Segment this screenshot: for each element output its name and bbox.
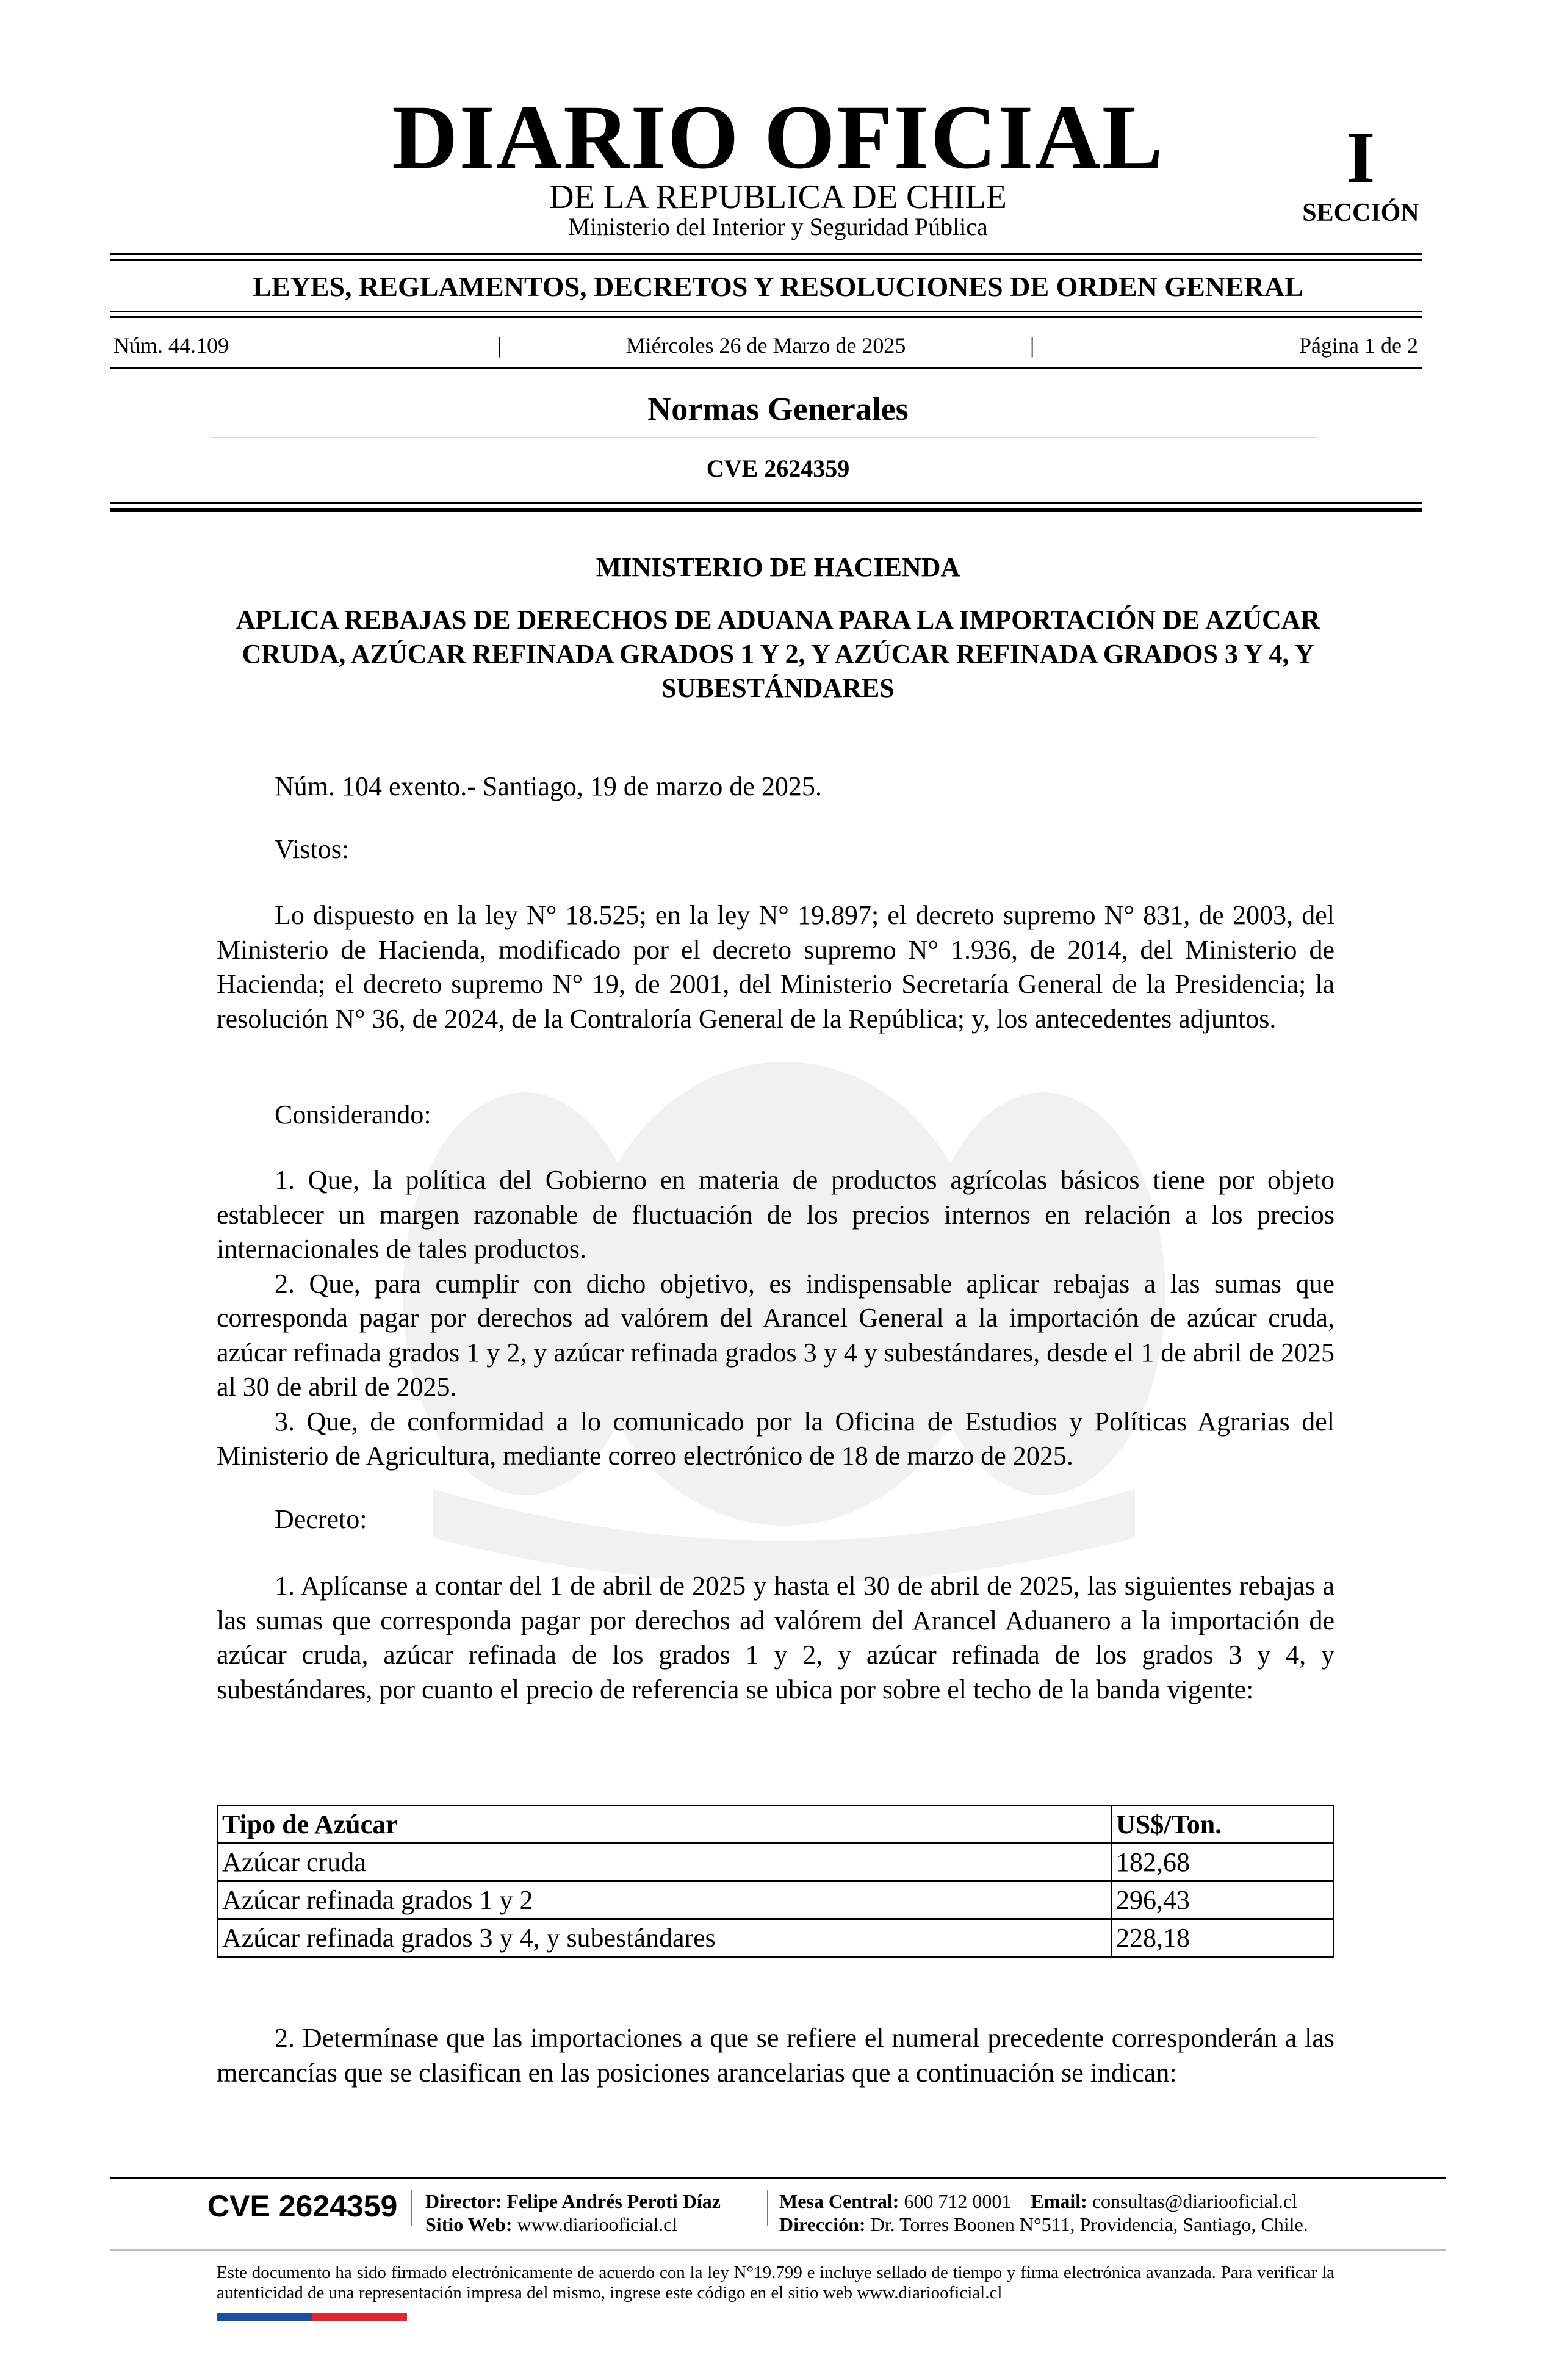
category-heading: LEYES, REGLAMENTOS, DECRETOS Y RESOLUCIONES DE ORDEN GENERAL: [253, 271, 1303, 302]
divider: [110, 311, 1422, 312]
table-header-row: [218, 1806, 1334, 1844]
divider: [110, 316, 1422, 318]
footer-divider: [110, 2249, 1446, 2251]
director-name: Felipe Andrés Peroti Díaz: [506, 2190, 721, 2212]
mesa-phone: 600 712 0001: [904, 2190, 1012, 2212]
decree-title: APLICA REBAJAS DE DERECHOS DE ADUANA PARA LA IMPORTACIÓN DE AZÚCAR CRUDA, AZÚCAR REFINADA GRADOS 1 Y 2, Y AZÚCAR REFINADA GRADOS 3 Y 4, Y SUBESTÁNDARES: [236, 605, 1320, 703]
table-cell: Azúcar cruda: [218, 1844, 1112, 1881]
ministry-heading: MINISTERIO DE HACIENDA: [596, 552, 960, 582]
vistos-paragraph: [217, 898, 1334, 1036]
considerando-paragraphs: [217, 1163, 1334, 1474]
vistos-label: Vistos:: [275, 834, 350, 864]
director-label: Director:: [425, 2190, 502, 2212]
issue-date: Miércoles 26 de Marzo de 2025: [625, 333, 906, 358]
decreto-label: Decreto:: [275, 1504, 367, 1534]
vistos-text: Lo dispuesto en la ley N° 18.525; en la ley N° 19.897; el decreto supremo N° 831, de 2003, del Ministerio de Hacienda, modificado por el decreto supremo N° 1.936, de 2014, del Ministerio de Hacienda; el decreto supremo N° 19, de 2001, del Ministerio Secretaría General de la Presidencia; la resolución N° 36, de 2024, de la Contraloría General de la República; y, los antecedentes adjuntos.: [217, 900, 1334, 1034]
divider: [110, 367, 1422, 369]
considerando-label: Considerando:: [275, 1100, 431, 1130]
divider: [110, 259, 1422, 261]
info-separator: |: [1030, 333, 1035, 358]
masthead-subtitle: DE LA REPUBLICA DE CHILE: [549, 178, 1007, 216]
email-link[interactable]: consultas@diariooficial.cl: [1092, 2190, 1297, 2212]
considerando-item: 2. Que, para cumplir con dicho objetivo, es indispensable aplicar rebajas a las sumas que corresponda pagar por derechos ad valórem del Arancel General a la importación de azúcar cruda, azúcar refinada grados 1 y 2, y azúcar refinada grados 3 y 4 y subestándares, desde el 1 de abril de 2025 al 30 de abril de 2025.: [217, 1268, 1334, 1402]
website-label: Sitio Web:: [425, 2213, 513, 2235]
masthead-ministry: Ministerio del Interior y Seguridad Pública: [568, 213, 988, 240]
divider: [110, 508, 1422, 512]
footer-cve-code: CVE 2624359: [207, 2189, 398, 2223]
normas-heading: Normas Generales: [647, 391, 909, 427]
footer-director-block: [425, 2190, 721, 2236]
website-link[interactable]: www.diariooficial.cl: [517, 2213, 678, 2235]
footer-separator: [411, 2190, 412, 2226]
cve-code: CVE 2624359: [706, 455, 850, 482]
table-cell: 228,18: [1112, 1919, 1334, 1957]
divider: [110, 2177, 1446, 2179]
decree-number: Núm. 104 exento.- Santiago, 19 de marzo de 2025.: [275, 771, 822, 801]
table-header: US$/Ton.: [1112, 1806, 1334, 1844]
decreto-item: 1. Aplícanse a contar del 1 de abril de 2025 y hasta el 30 de abril de 2025, las siguientes rebajas a las sumas que corresponda pagar por derechos ad valórem del Arancel Aduanero a la importación de azúcar cruda, azúcar refinada de los grados 1 y 2, y azúcar refinada de los grados 3 y 4, y subestándares, por cuanto el precio de referencia se ubica por sobre el techo de la banda vigente:: [217, 1571, 1334, 1704]
sugar-rebate-table: [217, 1805, 1334, 1958]
considerando-item: 3. Que, de conformidad a lo comunicado por la Oficina de Estudios y Políticas Agrarias del Ministerio de Agricultura, mediante correo electrónico de 18 de marzo de 2025.: [217, 1406, 1334, 1471]
table-row: [218, 1844, 1334, 1881]
decreto-paragraph-2: [217, 2021, 1334, 2090]
footer-contact-block: [779, 2190, 1308, 2236]
table-row: [218, 1919, 1334, 1957]
section-numeral: I: [1346, 117, 1375, 198]
address-text: Dr. Torres Boonen N°511, Providencia, Santiago, Chile.: [870, 2213, 1308, 2235]
considerando-item: 1. Que, la política del Gobierno en materia de productos agrícolas básicos tiene por objeto establecer un margen razonable de fluctuación de los precios internos en relación a los precios internacionales de tales productos.: [217, 1165, 1334, 1264]
divider: [110, 502, 1422, 504]
table-row: [218, 1881, 1334, 1919]
flag-stripe-red: [312, 2313, 407, 2321]
table-cell: 296,43: [1112, 1881, 1334, 1919]
divider: [110, 253, 1422, 255]
info-separator: |: [497, 333, 502, 358]
footer-separator: [767, 2190, 768, 2226]
mesa-label: Mesa Central:: [779, 2190, 899, 2212]
page-indicator: Página 1 de 2: [1299, 333, 1418, 358]
footer-legal-note: Este documento ha sido firmado electrónicamente de acuerdo con la ley N°19.799 e incluye sellado de tiempo y firma electrónica avanzada. Para verificar la autenticidad de una representación impresa del mismo, ingrese este código en el sitio web www.diariooficial.cl: [217, 2263, 1334, 2302]
address-label: Dirección:: [779, 2213, 866, 2235]
decreto-item: 2. Determínase que las importaciones a que se refiere el numeral precedente corresponderán a las mercancías que se clasifican en las posiciones arancelarias que a continuación se indican:: [217, 2023, 1334, 2088]
table-cell: 182,68: [1112, 1844, 1334, 1881]
table-cell: Azúcar refinada grados 3 y 4, y subestándares: [218, 1919, 1112, 1957]
table-header: Tipo de Azúcar: [218, 1806, 1112, 1844]
divider: [211, 437, 1318, 438]
masthead-title: DIARIO OFICIAL: [392, 87, 1164, 188]
decreto-paragraph-1: [217, 1569, 1334, 1707]
flag-stripe-blue: [217, 2313, 312, 2321]
issue-number: Núm. 44.109: [113, 333, 229, 358]
email-label: Email:: [1031, 2190, 1087, 2212]
section-label: SECCIÓN: [1302, 199, 1419, 227]
table-cell: Azúcar refinada grados 1 y 2: [218, 1881, 1112, 1919]
